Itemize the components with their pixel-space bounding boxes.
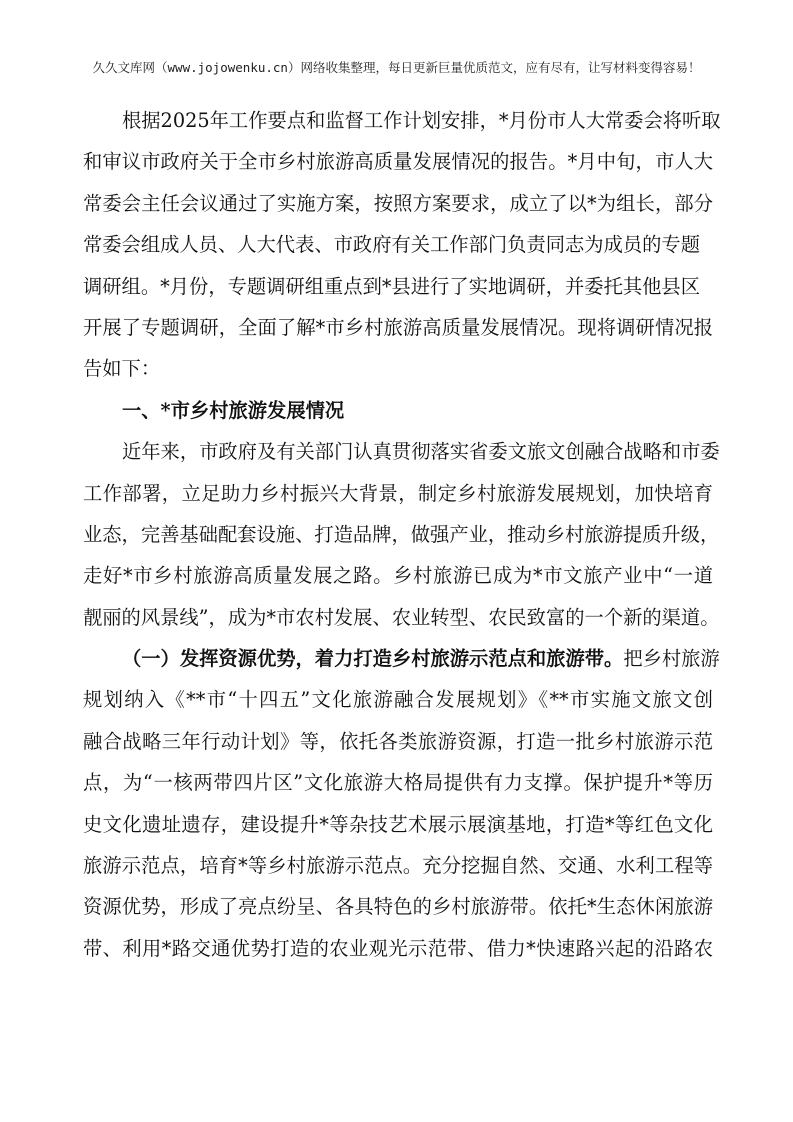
text-line: 旅游示范点，培育*等乡村旅游示范点。充分挖掘自然、交通、水利工程等: [83, 854, 713, 878]
text-line: 融合战略三年行动计划》等，依托各类旅游资源，打造一批乡村旅游示范: [83, 729, 713, 753]
text-line: 调研组。*月份，专题调研组重点到*县进行了实地调研，并委托其他县区: [83, 274, 700, 298]
text-line: 根据2025年工作要点和监督工作计划安排，*月份市人大常委会将听取: [122, 109, 721, 132]
text-line: 和审议市政府关于全市乡村旅游高质量发展情况的报告。*月中旬，市人大: [83, 150, 713, 174]
text-line: 近年来，市政府及有关部门认真贯彻落实省委文旅文创融合战略和市委: [122, 440, 720, 464]
text-line: 告如下：: [83, 357, 161, 381]
text-line: 史文化遗址遗存，建设提升*等杂技艺术展示展演基地，打造*等红色文化: [83, 812, 713, 836]
text-line: 开展了专题调研，全面了解*市乡村旅游高质量发展情况。现将调研情况报: [83, 315, 713, 339]
text-line: 走好*市乡村旅游高质量发展之路。乡村旅游已成为*市文旅产业中“一道: [83, 564, 713, 588]
text-line: 常委会主任会议通过了实施方案，按照方案要求，成立了以*为组长，部分: [83, 191, 713, 215]
text-line: 规划纳入《**市“十四五”文化旅游融合发展规划》《**市实施文旅文创: [83, 688, 713, 712]
text-line: [83, 638, 720, 679]
text-fragment: 把乡村旅游: [623, 647, 720, 671]
subsection-heading: （一）发挥资源优势，着力打造乡村旅游示范点和旅游带。: [122, 647, 624, 671]
document-body: [83, 100, 721, 969]
text-line: 带、利用*路交通优势打造的农业观光示范带、借力*快速路兴起的沿路农: [83, 936, 713, 960]
text-line: 工作部署，立足助力乡村振兴大背景，制定乡村旅游发展规划，加快培育: [83, 481, 713, 505]
paragraph-intro: [83, 100, 721, 390]
site-header-banner: 久久文库网（www.jojowenku.cn）网络收集整理，每日更新巨量优质范文，应有尽有，让写材料变得容易！: [92, 60, 701, 75]
paragraph-overview: [83, 431, 720, 638]
text-line: 资源优势，形成了亮点纷呈、各具特色的乡村旅游带。依托*生态休闲旅游: [83, 895, 713, 919]
text-line: 点，为“一核两带四片区”文化旅游大格局提供有力支撑。保护提升*等历: [83, 771, 713, 795]
text-line: 常委会组成人员、人大代表、市政府有关工作部门负责同志为成员的专题: [83, 233, 700, 257]
text-line: 靓丽的风景线”，成为*市农村发展、农业转型、农民致富的一个新的渠道。: [83, 605, 720, 629]
section-heading: 一、*市乡村旅游发展情况: [122, 398, 345, 422]
text-line: 业态，完善基础配套设施、打造品牌，做强产业，推动乡村旅游提质升级，: [83, 522, 720, 546]
paragraph-resources: [83, 638, 720, 969]
